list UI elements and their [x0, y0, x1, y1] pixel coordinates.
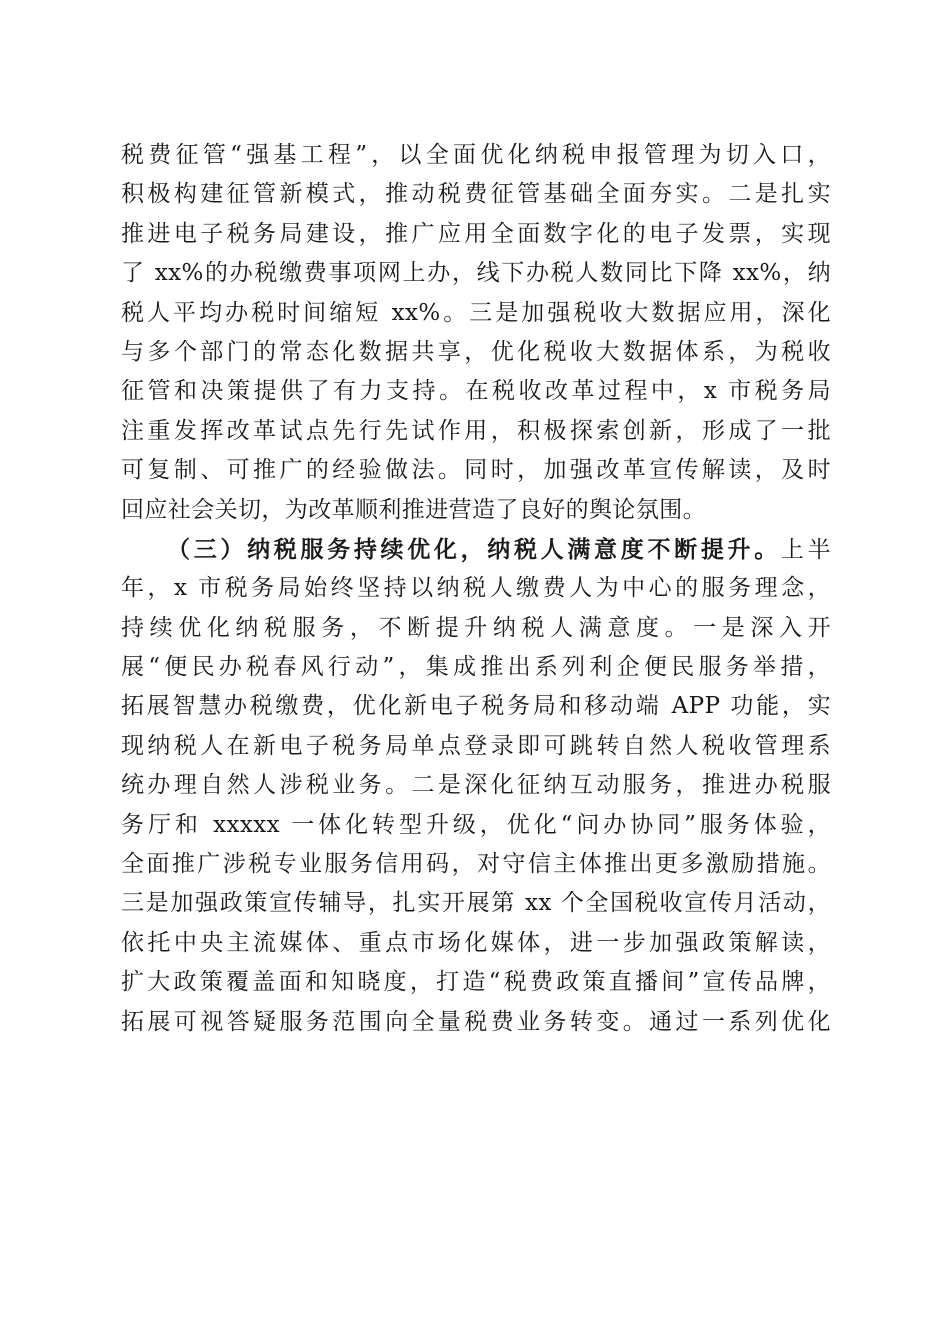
- paragraph-2-first-line: [121, 530, 831, 569]
- paragraph-2-line-13: 拓展可视答疑服务范围向全量税费业务转变。通过一系列优化: [121, 1008, 831, 1035]
- paragraph-1-line-3: 推进电子税务局建设，推广应用全面数字化的电子发票，实现: [121, 220, 831, 247]
- paragraph-1-line-9: 可复制、可推广的经验做法。同时，加强改革宣传解读，及时: [121, 457, 831, 484]
- paragraph-2-line-10: 三是加强政策宣传辅导，扎实开展第 xx 个全国税收宣传月活动，: [121, 890, 831, 917]
- paragraph-1-line-10: 回应社会关切，为改革顺利推进营造了良好的舆论氛围。: [121, 496, 706, 523]
- paragraph-1-line-4: 了 xx%的办税缴费事项网上办，线下办税人数同比下降 xx%，纳: [121, 260, 831, 287]
- paragraph-2-line-2: 年，x 市税务局始终坚持以纳税人缴费人为中心的服务理念，: [121, 575, 831, 602]
- paragraph-2-line-8: 务厅和 xxxxx 一体化转型升级，优化“问办协同”服务体验，: [121, 811, 831, 838]
- paragraph-1-line-6: 与多个部门的常态化数据共享，优化税收大数据体系，为税收: [121, 338, 831, 365]
- paragraph-2-line-3: 持续优化纳税服务，不断提升纳税人满意度。一是深入开: [121, 614, 831, 641]
- paragraph-1-line-8: 注重发挥改革试点先行先试作用，积极探索创新，形成了一批: [121, 417, 831, 444]
- document-body: [121, 136, 831, 1042]
- paragraph-2-line-12: 扩大政策覆盖面和知晓度，打造“税费政策直播间”宣传品牌，: [121, 969, 831, 996]
- paragraph-2-first-line-rest: 上半: [780, 536, 831, 563]
- paragraph-2-line-4: 展“便民办税春风行动”，集成推出系列利企便民服务举措，: [121, 654, 831, 681]
- paragraph-2-line-9: 全面推广涉税专业服务信用码，对守信主体推出更多激励措施。: [121, 851, 831, 878]
- paragraph-2-line-11: 依托中央主流媒体、重点市场化媒体，进一步加强政策解读，: [121, 929, 831, 956]
- paragraph-2-line-5: 拓展智慧办税缴费，优化新电子税务局和移动端 APP 功能，实: [121, 693, 831, 720]
- paragraph-1-line-5: 税人平均办税时间缩短 xx%。三是加强税收大数据应用，深化: [121, 299, 831, 326]
- paragraph-2-line-6: 现纳税人在新电子税务局单点登录即可跳转自然人税收管理系: [121, 732, 831, 759]
- section-heading: （三）纳税服务持续优化，纳税人满意度不断提升。: [167, 535, 781, 563]
- paragraph-2-line-7: 统办理自然人涉税业务。二是深化征纳互动服务，推进办税服: [121, 772, 831, 799]
- paragraph-1-line-2: 积极构建征管新模式，推动税费征管基础全面夯实。二是扎实: [121, 181, 831, 208]
- paragraph-1-line-7: 征管和决策提供了有力支持。在税收改革过程中，x 市税务局: [121, 378, 831, 405]
- paragraph-1-line-1: 税费征管“强基工程”，以全面优化纳税申报管理为切入口，: [121, 142, 831, 168]
